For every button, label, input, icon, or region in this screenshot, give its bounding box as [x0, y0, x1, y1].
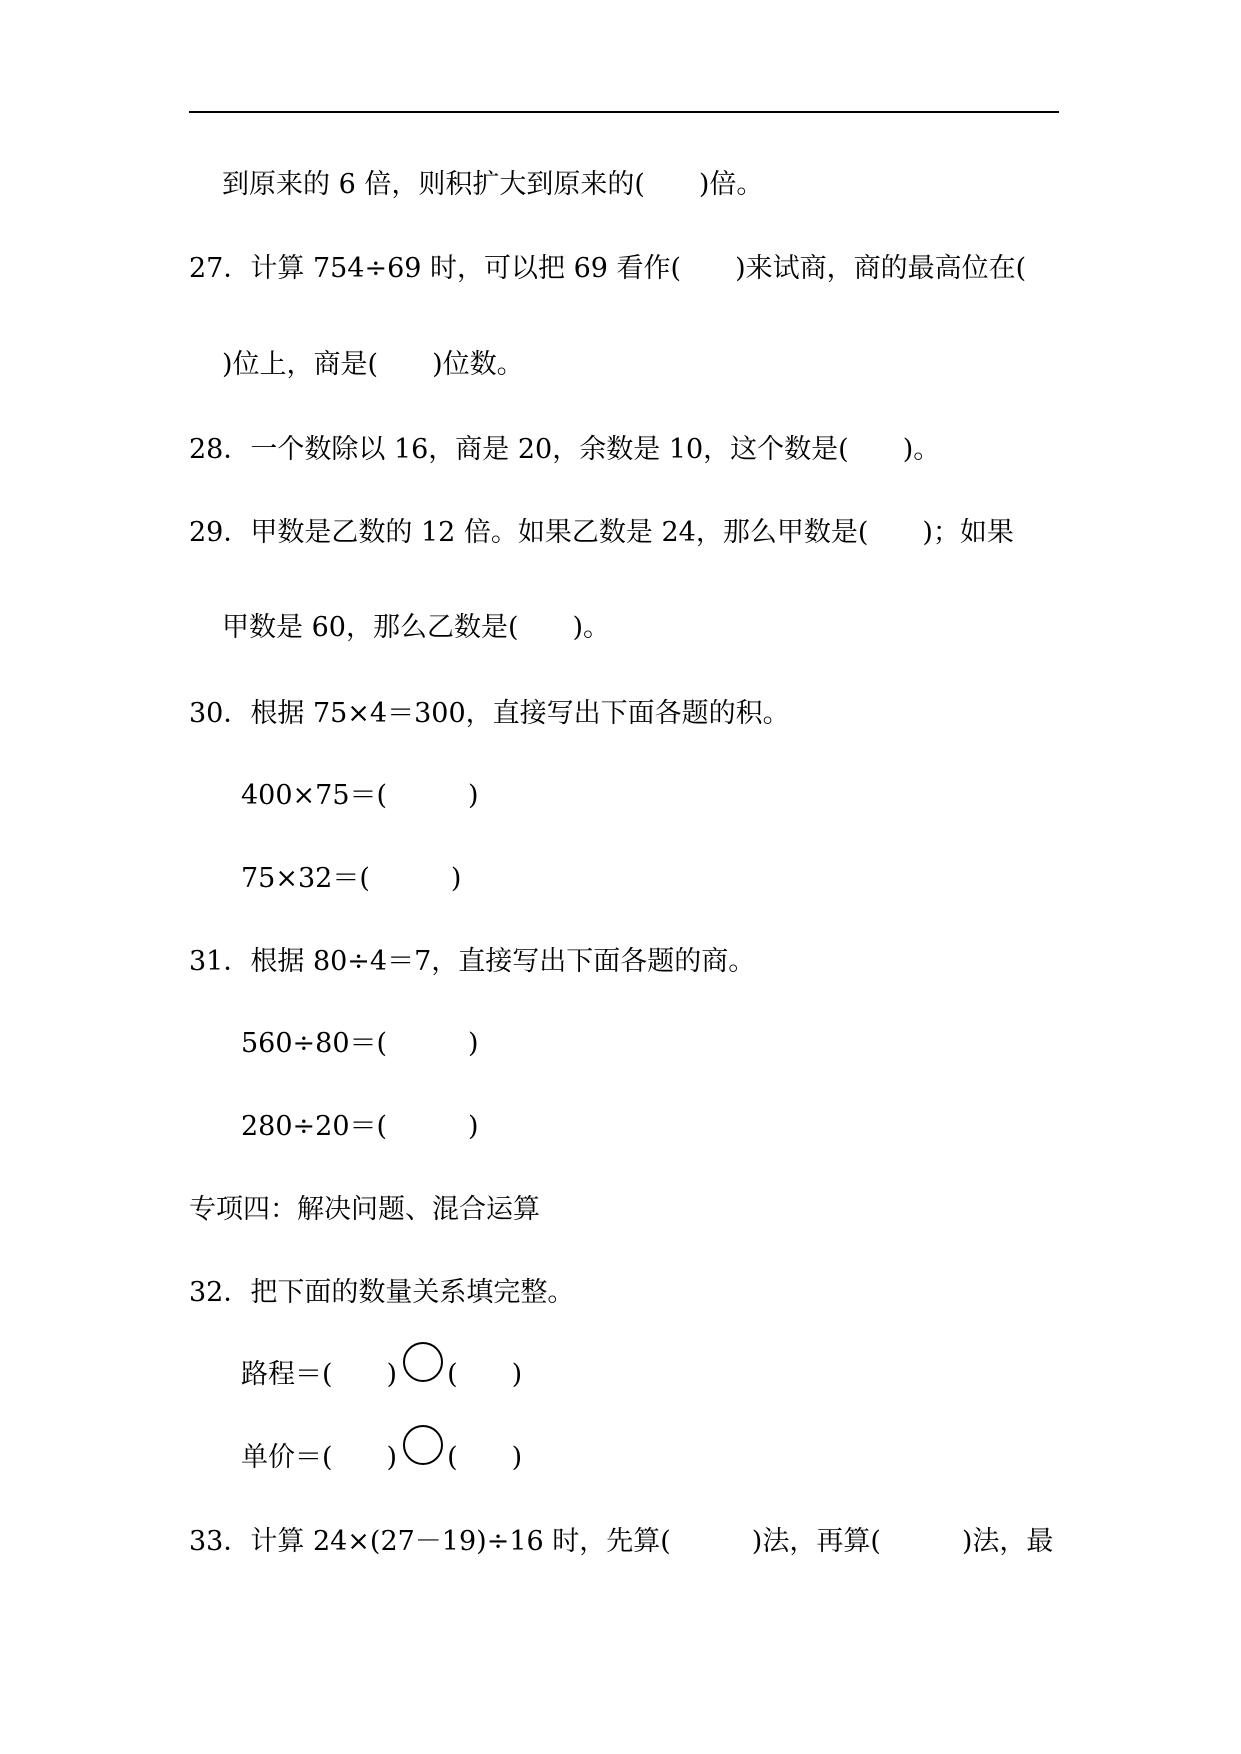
q30-item-a: 400×75＝( ) — [241, 780, 479, 811]
q32-item-a-right: ( ) — [447, 1359, 523, 1390]
q30-item-b: 75×32＝( ) — [241, 863, 462, 894]
q27-line2: )位上，商是( )位数。 — [222, 349, 524, 380]
operator-circle — [403, 1342, 443, 1382]
q32-item-b-right: ( ) — [447, 1442, 523, 1473]
q28: 28．一个数除以 16，商是 20，余数是 10，这个数是( )。 — [189, 434, 941, 465]
q30-prompt: 30．根据 75×4＝300，直接写出下面各题的积。 — [189, 698, 790, 729]
q29-line1: 29．甲数是乙数的 12 倍。如果乙数是 24，那么甲数是( )；如果 — [189, 517, 1014, 548]
q31-item-a: 560÷80＝( ) — [241, 1028, 479, 1059]
q32-item-b-left: 单价＝( ) — [241, 1442, 398, 1473]
q33: 33．计算 24×(27－19)÷16 时，先算( )法，再算( )法，最 — [189, 1526, 1054, 1557]
q32-item-b — [241, 1441, 522, 1475]
q32-item-a-left: 路程＝( ) — [241, 1359, 398, 1390]
q32-prompt: 32．把下面的数量关系填完整。 — [189, 1277, 575, 1308]
q31-prompt: 31．根据 80÷4＝7，直接写出下面各题的商。 — [189, 946, 756, 977]
section-heading: 专项四：解决问题、混合运算 — [189, 1194, 540, 1225]
header-rule — [189, 111, 1059, 113]
q29-line2: 甲数是 60，那么乙数是( )。 — [222, 612, 611, 643]
q31-item-b: 280÷20＝( ) — [241, 1111, 479, 1142]
q26-continuation: 到原来的 6 倍，则积扩大到原来的( )倍。 — [222, 169, 764, 200]
q32-item-a — [241, 1358, 522, 1392]
operator-circle — [403, 1425, 443, 1465]
q27-line1: 27．计算 754÷69 时，可以把 69 看作( )来试商，商的最高位在( — [189, 253, 1027, 284]
